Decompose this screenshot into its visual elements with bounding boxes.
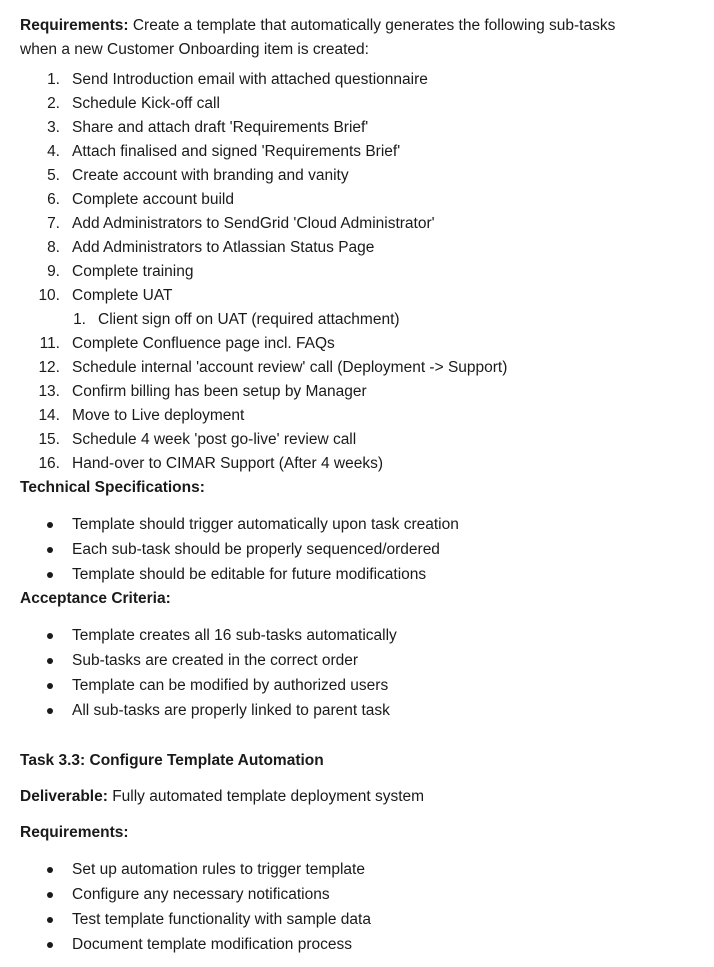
acceptance-criteria-heading: Acceptance Criteria: <box>20 590 171 607</box>
bullet-item <box>20 648 700 673</box>
bullet-text: Document template modification process <box>72 936 352 953</box>
list-text: Complete account build <box>72 191 234 208</box>
list-number: 1. <box>73 311 86 328</box>
bullet-text: Set up automation rules to trigger template <box>72 861 365 878</box>
list-number: 11. <box>39 335 60 352</box>
task-title: Task 3.3: Configure Template Automation <box>20 752 324 769</box>
technical-specifications-heading: Technical Specifications: <box>20 479 205 496</box>
list-item <box>20 164 700 188</box>
list-text: Client sign off on UAT (required attachment) <box>98 311 400 328</box>
list-item <box>20 68 700 92</box>
list-item <box>20 428 700 452</box>
bullet-text: Template creates all 16 sub-tasks automatically <box>72 627 397 644</box>
list-item <box>20 404 700 428</box>
list-item <box>20 212 700 236</box>
list-item <box>20 356 700 380</box>
list-number: 14. <box>38 407 60 424</box>
list-number: 7. <box>47 215 60 232</box>
list-item <box>20 236 700 260</box>
requirements-text-2: when a new Customer Onboarding item is created: <box>20 41 369 58</box>
list-number: 3. <box>47 119 60 136</box>
list-text: Complete training <box>72 263 194 280</box>
bullet-icon <box>47 572 53 578</box>
bullet-icon <box>47 892 53 898</box>
sub-list-item <box>20 308 700 332</box>
bullet-item <box>20 623 700 648</box>
bullet-icon <box>47 683 53 689</box>
bullet-item <box>20 537 700 562</box>
deliverable <box>20 785 700 809</box>
list-text: Add Administrators to Atlassian Status Page <box>72 239 375 256</box>
list-number: 10. <box>38 287 60 304</box>
requirements-intro <box>20 14 680 62</box>
acceptance-criteria-list <box>20 623 700 723</box>
bullet-icon <box>47 708 53 714</box>
bullet-icon <box>47 522 53 528</box>
requirements-text-1: Create a template that automatically generates the following sub-tasks <box>128 17 616 34</box>
deliverable-label: Deliverable: <box>20 788 108 805</box>
bullet-item <box>20 673 700 698</box>
bullet-icon <box>47 658 53 664</box>
bullet-icon <box>47 633 53 639</box>
document <box>20 14 700 957</box>
list-item <box>20 380 700 404</box>
list-text: Send Introduction email with attached questionnaire <box>72 71 428 88</box>
list-text: Schedule internal 'account review' call (Deployment -> Support) <box>72 359 508 376</box>
list-number: 8. <box>47 239 60 256</box>
list-item <box>20 116 700 140</box>
list-text: Hand-over to CIMAR Support (After 4 weeks) <box>72 455 383 472</box>
technical-specifications-list <box>20 512 700 587</box>
list-number: 6. <box>47 191 60 208</box>
bullet-item <box>20 932 700 957</box>
deliverable-text: Fully automated template deployment system <box>107 788 425 805</box>
bullet-text: Template can be modified by authorized users <box>72 677 389 694</box>
list-number: 15. <box>38 431 60 448</box>
list-item <box>20 332 700 356</box>
list-number: 2. <box>47 95 60 112</box>
bullet-text: Template should trigger automatically upon task creation <box>72 516 459 533</box>
list-number: 9. <box>47 263 60 280</box>
bullet-text: Sub-tasks are created in the correct order <box>72 652 359 669</box>
list-number: 4. <box>47 143 60 160</box>
list-text: Schedule 4 week 'post go-live' review call <box>72 431 357 448</box>
bullet-item <box>20 512 700 537</box>
bullet-text: All sub-tasks are properly linked to parent task <box>72 702 390 719</box>
bullet-icon <box>47 917 53 923</box>
list-item <box>20 284 700 308</box>
list-number: 5. <box>47 167 60 184</box>
list-item <box>20 452 700 476</box>
bullet-icon <box>47 867 53 873</box>
bullet-item <box>20 882 700 907</box>
bullet-item <box>20 698 700 723</box>
sub-task-list <box>20 68 700 476</box>
bullet-item <box>20 562 700 587</box>
list-number: 16. <box>38 455 60 472</box>
list-text: Move to Live deployment <box>72 407 245 424</box>
bullet-icon <box>47 547 53 553</box>
bullet-text: Each sub-task should be properly sequenced/ordered <box>72 541 440 558</box>
bullet-text: Configure any necessary notifications <box>72 886 330 903</box>
bullet-item <box>20 907 700 932</box>
list-text: Complete UAT <box>72 287 173 304</box>
list-text: Complete Confluence page incl. FAQs <box>72 335 335 352</box>
list-number: 13. <box>38 383 60 400</box>
list-text: Create account with branding and vanity <box>72 167 349 184</box>
requirements-label: Requirements: <box>20 17 129 34</box>
task-requirements-heading: Requirements: <box>20 824 129 841</box>
list-item <box>20 140 700 164</box>
list-text: Schedule Kick-off call <box>72 95 220 112</box>
list-item <box>20 260 700 284</box>
list-number: 12. <box>38 359 60 376</box>
list-item <box>20 188 700 212</box>
bullet-item <box>20 857 700 882</box>
list-item <box>20 92 700 116</box>
list-text: Share and attach draft 'Requirements Brief' <box>72 119 369 136</box>
list-text: Attach finalised and signed 'Requirements Brief' <box>72 143 401 160</box>
bullet-icon <box>47 942 53 948</box>
list-text: Add Administrators to SendGrid 'Cloud Administrator' <box>72 215 435 232</box>
list-number: 1. <box>47 71 60 88</box>
task-requirements-list <box>20 857 700 957</box>
list-text: Confirm billing has been setup by Manager <box>72 383 367 400</box>
bullet-text: Template should be editable for future modifications <box>72 566 427 583</box>
bullet-text: Test template functionality with sample data <box>72 911 371 928</box>
